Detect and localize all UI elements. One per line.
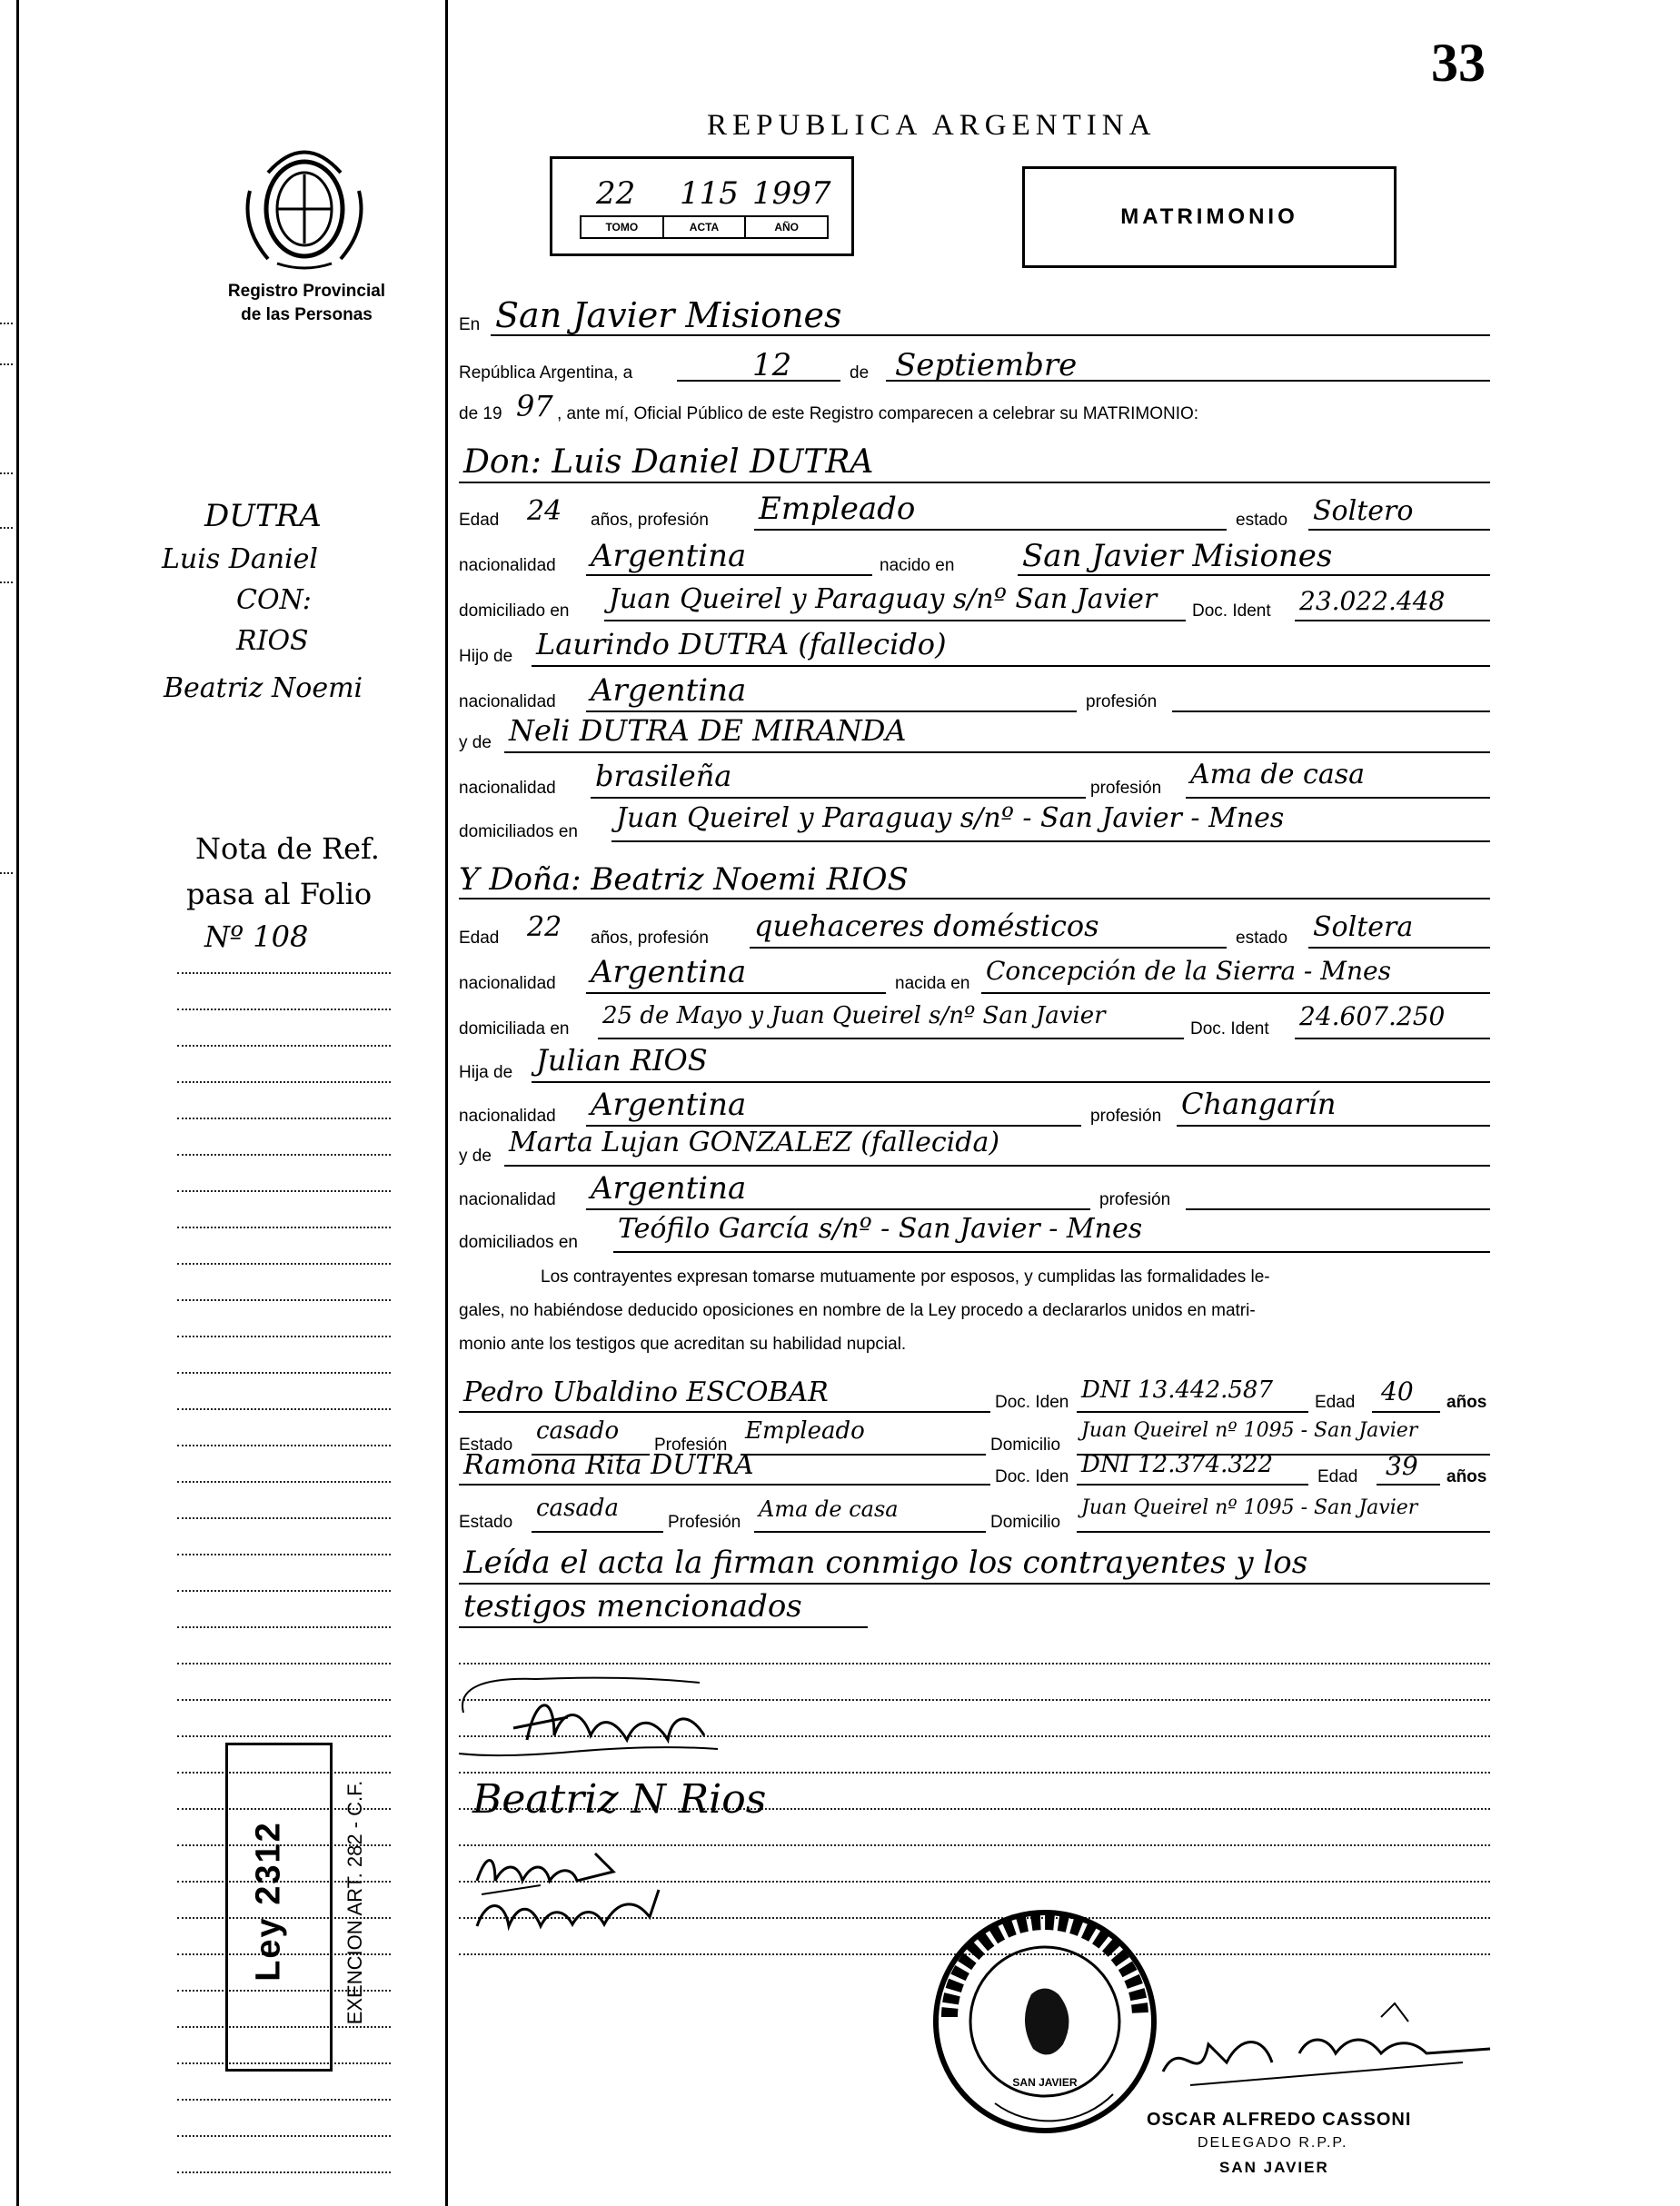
day-value: 12	[752, 347, 792, 383]
place-line	[491, 334, 1490, 336]
witness1-domicilio: Juan Queirel nº 1095 - San Javier	[1081, 1419, 1418, 1442]
margin-dotted-line	[177, 2135, 391, 2137]
margin-dotted-line	[177, 1626, 391, 1628]
republica-label: República Argentina, a	[459, 363, 633, 383]
witness2-doc: DNI 12.374.322	[1081, 1451, 1273, 1478]
groom-parents-dom: Juan Queirel y Paraguay s/nº - San Javier - Mnes	[616, 802, 1285, 834]
witness2-edad-line	[1377, 1484, 1440, 1486]
groom-signature	[445, 1663, 754, 1763]
bride-edad-label: Edad	[459, 929, 500, 948]
witness2-estado-line	[532, 1531, 663, 1533]
witness1-anos-label: años	[1446, 1393, 1487, 1412]
witness1-estado: casado	[536, 1417, 620, 1445]
margin-dotted-line	[177, 1190, 391, 1192]
witness1-doc-label: Doc. Iden	[995, 1393, 1069, 1412]
bride-estado: Soltera	[1313, 911, 1414, 943]
bride-nac-line	[586, 992, 886, 994]
edge-mark	[0, 872, 13, 874]
groom-domicilio: Juan Queirel y Paraguay s/nº San Javier	[609, 583, 1158, 615]
witness2-doc-label: Doc. Iden	[995, 1467, 1069, 1486]
margin-dotted-line	[177, 1154, 391, 1156]
margin-dotted-line	[177, 972, 391, 974]
margin-dotted-line	[177, 1554, 391, 1555]
acta-label: ACTA	[664, 217, 747, 237]
groom-doc-line	[1295, 620, 1490, 621]
bride-doc-line	[1295, 1038, 1490, 1039]
groom-father-nac-label: nacionalidad	[459, 692, 556, 711]
declaration-line2: gales, no habiéndose deducido oposiciones en nombre de la Ley procedo a declararlos unidos en matri-	[459, 1301, 1256, 1320]
witness2-edad: 39	[1386, 1451, 1418, 1481]
witness1-edad-label: Edad	[1315, 1393, 1356, 1412]
margin-dotted-line	[177, 1481, 391, 1483]
margin-dotted-line	[177, 1590, 391, 1592]
groom-mother-nac-label: nacionalidad	[459, 779, 556, 798]
groom-nacionalidad: Argentina	[591, 538, 747, 574]
ley-stamp-line2: EXENCION ART. 282 - C.F.	[343, 1780, 366, 2025]
bride-anos-label: años, profesión	[591, 929, 709, 948]
margin-note-line2: pasa al Folio	[186, 877, 373, 911]
groom-nac-label: nacionalidad	[459, 556, 556, 575]
bride-mother-prof-label: profesión	[1099, 1190, 1171, 1209]
bride-nac-label: nacionalidad	[459, 974, 556, 993]
bride-nacida-line	[981, 992, 1490, 994]
margin-bride-name: Beatriz Noemi	[164, 672, 363, 704]
registry-line1: Registro Provincial	[227, 282, 386, 301]
groom-parents-dom-line	[611, 840, 1490, 842]
bride-father: Julian RIOS	[536, 1043, 708, 1078]
witness2-profesion: Ama de casa	[759, 1496, 899, 1522]
edge-mark	[0, 581, 13, 583]
bride-signature: Beatriz N Rios	[472, 1776, 767, 1823]
witness1-name: Pedro Ubaldino ESCOBAR	[463, 1376, 829, 1408]
month-value: Septiembre	[895, 347, 1078, 383]
left-page-edge	[16, 0, 19, 2206]
acta-value: 115	[680, 175, 739, 212]
bride-parents-dom: Teófilo García s/nº - San Javier - Mnes	[618, 1213, 1143, 1245]
margin-surname: DUTRA	[204, 498, 322, 534]
margin-dotted-line	[177, 2171, 391, 2173]
year-prefix: de 19	[459, 404, 502, 423]
bride-hija-label: Hija de	[459, 1063, 513, 1082]
bride-mother-nac-label: nacionalidad	[459, 1190, 556, 1209]
groom-mother-line	[504, 751, 1490, 753]
groom-mother-prof-line	[1186, 797, 1490, 799]
act-reference-labels	[580, 215, 829, 239]
margin-dotted-line	[177, 1336, 391, 1337]
margin-bride-surname: RIOS	[236, 625, 309, 657]
edge-mark	[0, 472, 13, 474]
official-title: DELEGADO R.P.P.	[1198, 2135, 1348, 2151]
witness1-dom-label: Domicilio	[990, 1436, 1061, 1455]
witness1-profesion: Empleado	[745, 1417, 865, 1445]
groom-estado: Soltero	[1313, 495, 1414, 527]
groom-nac-line	[586, 574, 872, 576]
edge-mark	[0, 363, 13, 365]
margin-dotted-line	[177, 2099, 391, 2101]
statement: , ante mí, Oficial Público de este Registro comparecen a celebrar su MATRIMONIO:	[557, 404, 1199, 423]
groom-mother-prof-label: profesión	[1090, 779, 1162, 798]
seal-city: SAN JAVIER	[1012, 2076, 1078, 2089]
groom-mother: Neli DUTRA DE MIRANDA	[509, 713, 907, 748]
day-line	[677, 380, 840, 382]
bride-father-nac: Argentina	[591, 1087, 747, 1123]
bride-parents-dom-line	[613, 1251, 1490, 1253]
groom-mother-nac-line	[591, 797, 1086, 799]
witness1-name-line	[459, 1411, 990, 1413]
groom-mother-nac: brasileña	[595, 759, 732, 793]
groom-father-prof-label: profesión	[1086, 692, 1158, 711]
margin-dotted-line	[177, 1663, 391, 1664]
groom-estado-label: estado	[1236, 511, 1288, 530]
groom-name-line	[459, 482, 1490, 483]
bride-mother-nac-line	[586, 1208, 1090, 1210]
bride-estado-line	[1308, 947, 1490, 949]
groom-hijo-label: Hijo de	[459, 647, 513, 666]
bride-mother-prof-line	[1186, 1208, 1490, 1210]
act-type: MATRIMONIO	[1120, 204, 1298, 229]
month-line	[886, 380, 1490, 382]
groom-father: Laurindo DUTRA (fallecido)	[536, 627, 947, 661]
bride-profesion: quehaceres domésticos	[754, 909, 1099, 943]
groom-nacido: San Javier Misiones	[1022, 538, 1333, 574]
witness1-doc-line	[1077, 1411, 1308, 1413]
bride-father-nac-label: nacionalidad	[459, 1107, 556, 1126]
place-value: San Javier Misiones	[495, 295, 842, 335]
witness1-doc: DNI 13.442.587	[1081, 1376, 1273, 1404]
margin-note-line3: Nº 108	[204, 919, 309, 954]
margin-dotted-line	[177, 1081, 391, 1083]
witness2-name-line	[459, 1484, 990, 1486]
tomo-label: TOMO	[582, 217, 664, 237]
bride-dom-line	[598, 1038, 1184, 1039]
official-place: SAN JAVIER	[1219, 2159, 1329, 2176]
act-type-box	[1022, 166, 1397, 268]
witness2-anos-label: años	[1446, 1467, 1487, 1486]
ano-label: AÑO	[774, 221, 800, 234]
witness2-dom-label: Domicilio	[990, 1513, 1061, 1532]
bride-father-prof: Changarín	[1181, 1087, 1337, 1121]
margin-dotted-line	[177, 1408, 391, 1410]
bride-parents-dom-label: domiciliados en	[459, 1233, 578, 1252]
bride-edad: 22	[527, 911, 562, 943]
declaration-line3: monio ante los testigos que acreditan su habilidad nupcial.	[459, 1335, 907, 1354]
edge-mark	[0, 527, 13, 529]
edge-mark	[0, 323, 13, 324]
ley-stamp	[225, 1743, 366, 2072]
witness2-doc-line	[1077, 1484, 1308, 1486]
groom-name: Don: Luis Daniel DUTRA	[463, 443, 874, 481]
coat-of-arms-icon	[241, 136, 368, 273]
bride-nacida-label: nacida en	[895, 974, 970, 993]
groom-father-line	[532, 665, 1490, 667]
groom-mother-prof: Ama de casa	[1190, 759, 1365, 790]
bride-mother-nac: Argentina	[591, 1170, 747, 1207]
country-title: REPUBLICA ARGENTINA	[707, 109, 1157, 142]
margin-con: CON:	[236, 584, 312, 616]
margin-dotted-line	[177, 1517, 391, 1519]
margin-dotted-line	[177, 1045, 391, 1047]
official-seal	[931, 1908, 1158, 2135]
margin-dotted-line	[177, 1372, 391, 1374]
body-dotted-line	[459, 1772, 1490, 1774]
bride-mother: Marta Lujan GONZALEZ (fallecida)	[509, 1127, 1000, 1158]
groom-nacido-label: nacido en	[880, 556, 955, 575]
bride-nacionalidad: Argentina	[591, 954, 747, 990]
witness2-name: Ramona Rita DUTRA	[463, 1449, 754, 1481]
groom-anos-label: años, profesión	[591, 511, 709, 530]
bride-father-prof-label: profesión	[1090, 1107, 1162, 1126]
margin-dotted-line	[177, 1445, 391, 1446]
margin-dotted-line	[177, 1735, 391, 1737]
official-name: OSCAR ALFREDO CASSONI	[1147, 2110, 1412, 2130]
witness-signatures	[468, 1844, 704, 1944]
groom-doc: 23.022.448	[1299, 586, 1446, 616]
groom-profesion: Empleado	[759, 491, 916, 527]
margin-dotted-line	[177, 1227, 391, 1228]
groom-profesion-line	[754, 529, 1227, 531]
ano-value: 1997	[752, 175, 831, 212]
bride-mother-line	[504, 1165, 1490, 1167]
witness2-estado-label: Estado	[459, 1513, 513, 1532]
bride-domicilio: 25 de Mayo y Juan Queirel s/nº San Javier	[602, 1002, 1106, 1029]
bride-dom-label: domiciliada en	[459, 1019, 570, 1038]
witness1-prof-label: Profesión	[654, 1436, 728, 1455]
tomo-value: 22	[596, 175, 636, 212]
column-divider	[445, 0, 448, 2206]
bride-father-prof-line	[1177, 1125, 1490, 1127]
margin-given-name: Luis Daniel	[162, 543, 318, 575]
bride-name-line	[459, 898, 1490, 899]
margin-dotted-line	[177, 1699, 391, 1701]
groom-edad: 24	[527, 495, 562, 527]
margin-dotted-line	[177, 1263, 391, 1265]
official-signature	[1154, 1999, 1499, 2108]
groom-edad-label: Edad	[459, 511, 500, 530]
bride-nacida: Concepción de la Sierra - Mnes	[986, 956, 1391, 986]
witness2-domicilio: Juan Queirel nº 1095 - San Javier	[1081, 1496, 1418, 1519]
ley-stamp-line1: Ley 2312	[249, 1821, 288, 1982]
closing-line2: testigos mencionados	[463, 1588, 802, 1625]
bride-yde-label: y de	[459, 1147, 492, 1166]
year-suffix: 97	[516, 389, 553, 423]
margin-dotted-line	[177, 1299, 391, 1301]
witness2-prof-line	[754, 1531, 986, 1533]
bride-father-line	[532, 1081, 1490, 1083]
groom-doc-label: Doc. Ident	[1192, 601, 1271, 621]
groom-parents-dom-label: domiciliados en	[459, 822, 578, 841]
witness2-edad-label: Edad	[1317, 1467, 1358, 1486]
groom-nacido-line	[1018, 574, 1490, 576]
groom-estado-line	[1308, 529, 1490, 531]
closing-line1-rule	[459, 1583, 1490, 1585]
witness1-edad-line	[1372, 1411, 1440, 1413]
registry-line2: de las Personas	[241, 305, 373, 324]
margin-dotted-line	[177, 1009, 391, 1010]
page-number: 33	[1431, 33, 1486, 93]
groom-father-prof-line	[1172, 710, 1490, 712]
act-reference-box	[550, 156, 854, 256]
witness1-estado-label: Estado	[459, 1436, 513, 1455]
de-label: de	[850, 363, 870, 383]
bride-estado-label: estado	[1236, 929, 1288, 948]
witness1-edad: 40	[1381, 1376, 1414, 1406]
margin-dotted-line	[177, 1118, 391, 1119]
witness1-prof-line	[741, 1454, 986, 1456]
witness2-prof-label: Profesión	[668, 1513, 741, 1532]
bride-profesion-line	[750, 947, 1227, 949]
margin-note-line1: Nota de Ref.	[195, 831, 380, 866]
witness2-estado: casada	[536, 1495, 620, 1522]
witness2-dom-line	[1077, 1531, 1490, 1533]
bride-doc: 24.607.250	[1299, 1001, 1446, 1031]
en-label: En	[459, 315, 481, 334]
closing-line1: Leída el acta la firman conmigo los contrayentes y los	[463, 1545, 1308, 1581]
groom-yde-label: y de	[459, 733, 492, 752]
declaration-line1: Los contrayentes expresan tomarse mutuamente por esposos, y cumplidas las formalidades le-	[541, 1267, 1270, 1287]
bride-name: Y Doña: Beatriz Noemi RIOS	[459, 861, 909, 898]
bride-doc-label: Doc. Ident	[1190, 1019, 1269, 1038]
groom-dom-line	[604, 620, 1186, 621]
groom-father-nac: Argentina	[591, 672, 747, 709]
groom-dom-label: domiciliado en	[459, 601, 570, 621]
groom-father-nac-line	[586, 710, 1077, 712]
closing-line2-rule	[459, 1626, 868, 1628]
